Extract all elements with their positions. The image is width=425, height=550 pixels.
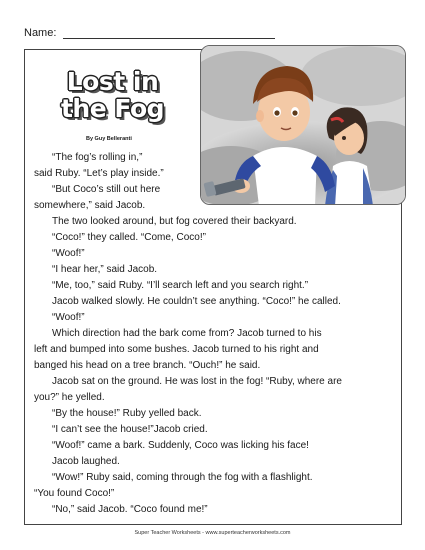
story-line: somewhere,” said Jacob. — [34, 200, 146, 211]
story-line: The two looked around, but fog covered their backyard. — [52, 216, 297, 227]
story-line: “Woof!” came a bark. Suddenly, Coco was licking his face! — [52, 440, 309, 451]
story-line: Which direction had the bark come from? Jacob turned to his — [52, 328, 322, 339]
story-line: “You found Coco!” — [34, 488, 115, 499]
story-line: “Woof!” — [52, 312, 85, 323]
footer-credit: Super Teacher Worksheets - www.superteacherworksheets.com — [134, 530, 291, 536]
story-line: “Me, too,” said Ruby. “I’ll search left and you search right.” — [52, 280, 309, 291]
story-title — [60, 68, 165, 122]
story-line: you?” he yelled. — [34, 392, 105, 403]
name-write-line[interactable] — [63, 38, 275, 39]
story-line: Jacob walked slowly. He couldn’t see anything. “Coco!” he called. — [52, 296, 341, 307]
story-line: “By the house!” Ruby yelled back. — [52, 408, 202, 419]
story-line: Jacob sat on the ground. He was lost in the fog! “Ruby, where are — [52, 376, 342, 387]
story-line: left and bumped into some bushes. Jacob turned to his right and — [34, 344, 319, 355]
story-line: said Ruby. “Let’s play inside.” — [34, 168, 164, 179]
story-line: “I can’t see the house!”Jacob cried. — [52, 424, 208, 435]
story-body — [34, 150, 394, 518]
story-line: banged his head on a tree branch. “Ouch!” he said. — [34, 360, 261, 371]
story-line: “Woof!” — [52, 248, 85, 259]
byline: By Guy Belleranti — [86, 136, 132, 142]
story-line: “I hear her,” said Jacob. — [52, 264, 158, 275]
name-label: Name: — [24, 27, 57, 39]
story-line: “No,” said Jacob. “Coco found me!” — [52, 504, 208, 515]
title-line-1: Lost in — [66, 67, 159, 96]
story-line: “But Coco’s still out here — [52, 184, 161, 195]
story-line: “Wow!” Ruby said, coming through the fog with a flashlight. — [52, 472, 313, 483]
story-line: “The fog’s rolling in,” — [52, 152, 143, 163]
story-line: “Coco!” they called. “Come, Coco!” — [52, 232, 206, 243]
story-line: Jacob laughed. — [52, 456, 120, 467]
title-line-2: the Fog — [60, 94, 165, 123]
